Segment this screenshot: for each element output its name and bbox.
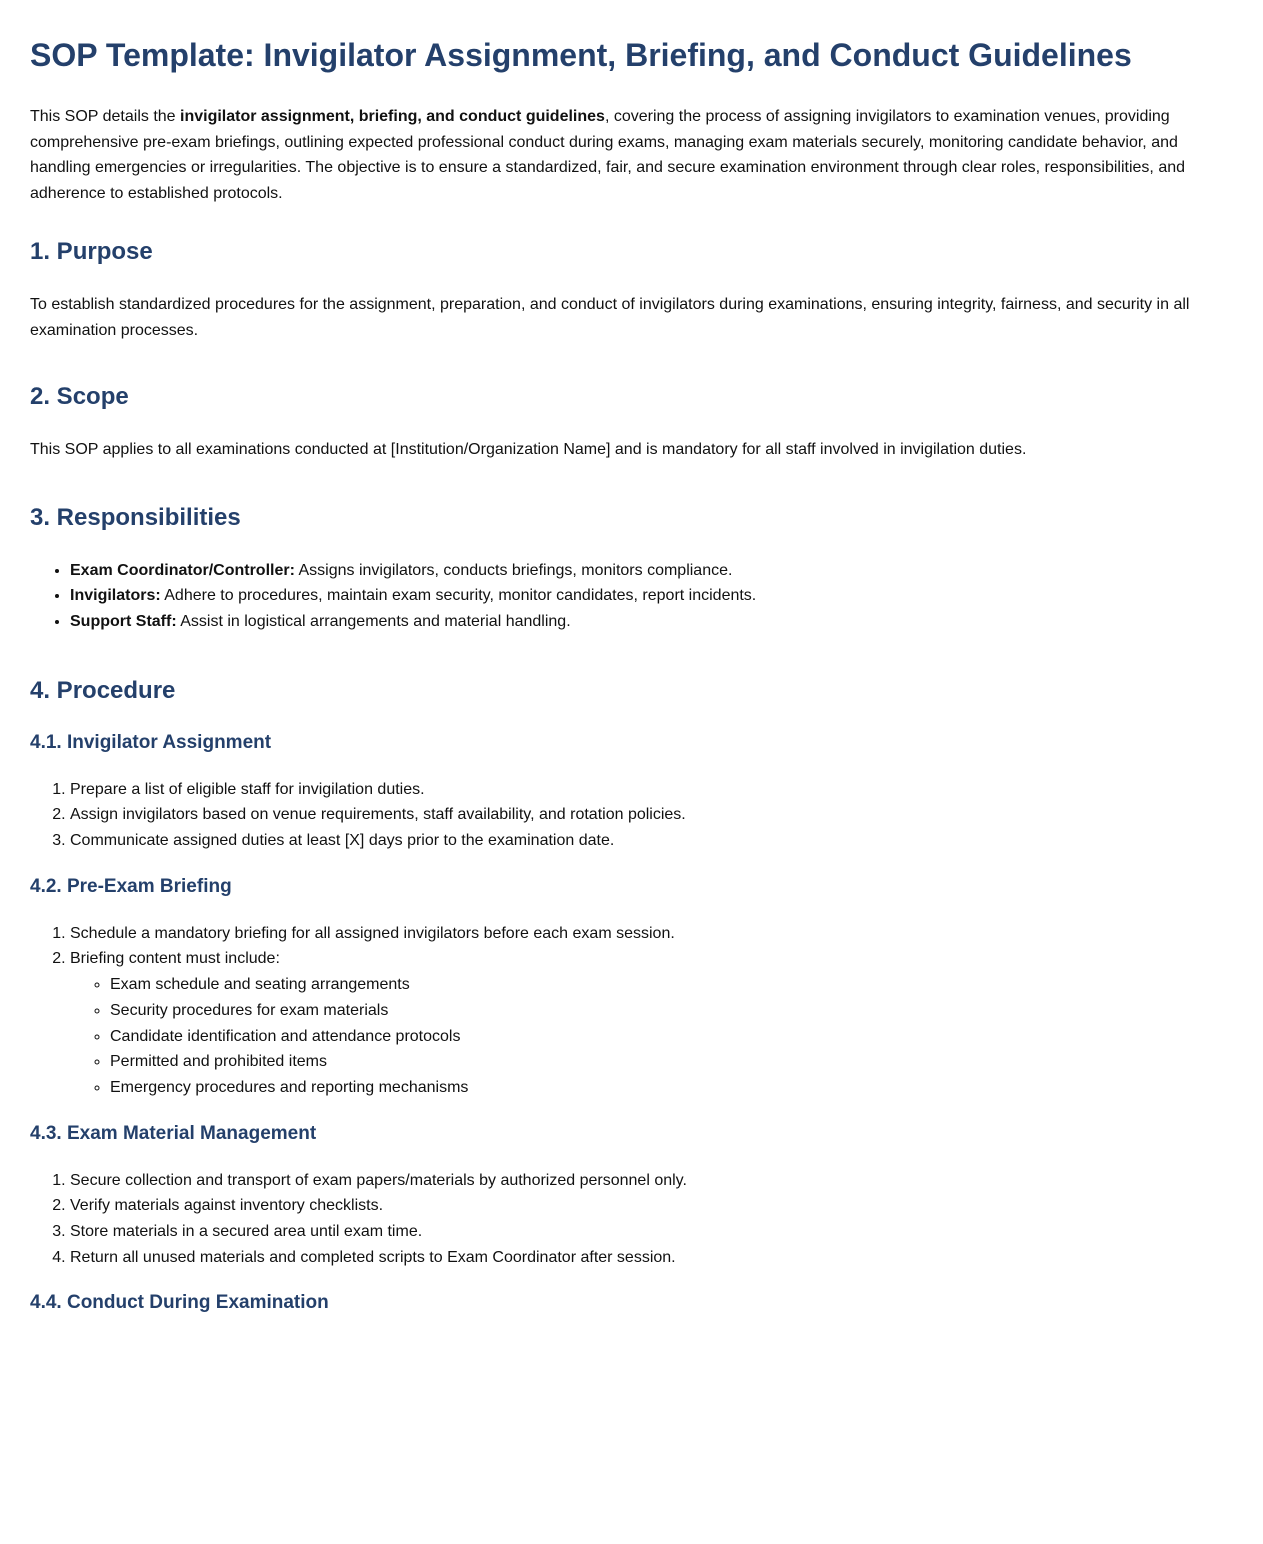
assignment-heading: 4.1. Invigilator Assignment xyxy=(30,731,272,753)
purpose-text: To establish standardized procedures for the assignment, preparation, and conduct of invigilators during examinations, ensuring integrity, fairness, and security in all examination processes. xyxy=(30,296,1190,339)
role-description: Adhere to procedures, maintain exam security, monitor candidates, report incidents. xyxy=(160,587,757,605)
list-item xyxy=(70,583,1233,609)
responsibilities-heading: 3. Responsibilities xyxy=(30,503,241,531)
intro-prefix: This SOP details the xyxy=(30,108,180,125)
list-item: 1. Secure collection and transport of exam papers/materials by authorized personnel only. xyxy=(70,1168,1233,1194)
list-item: 1. Prepare a list of eligible staff for invigilation duties. xyxy=(70,777,1233,803)
scope-text: This SOP applies to all examinations conducted at [Institution/Organization Name] and is mandatory for all staff involved in invigilation duties. xyxy=(30,441,1027,458)
list-item: 4. Return all unused materials and completed scripts to Exam Coordinator after session. xyxy=(70,1245,1233,1271)
assignment-steps xyxy=(30,777,1233,854)
briefing-steps xyxy=(30,921,1233,1101)
responsibilities-list xyxy=(30,558,1233,635)
procedure-heading: 4. Procedure xyxy=(30,676,176,704)
list-item: 3. Communicate assigned duties at least [X] days prior to the examination date. xyxy=(70,828,1233,854)
conduct-heading: 4.4. Conduct During Examination xyxy=(30,1292,329,1314)
purpose-heading: 1. Purpose xyxy=(30,238,153,265)
intro-bold: invigilator assignment, briefing, and conduct guidelines xyxy=(180,108,605,125)
list-item-text: Briefing content must include: xyxy=(70,950,280,968)
page-title: SOP Template: Invigilator Assignment, Briefing, and Conduct Guidelines xyxy=(30,37,1132,73)
list-item: ◦ Security procedures for exam materials xyxy=(110,998,1233,1024)
list-item: 1. Schedule a mandatory briefing for all assigned invigilators before each exam session. xyxy=(70,921,1233,947)
list-item xyxy=(70,558,1233,584)
list-item: 2. Assign invigilators based on venue requirements, staff availability, and rotation policies. xyxy=(70,802,1233,828)
materials-heading: 4.3. Exam Material Management xyxy=(30,1122,317,1144)
intro-paragraph xyxy=(30,104,1233,206)
list-item: ◦ Exam schedule and seating arrangements xyxy=(110,972,1233,998)
list-item: ◦ Emergency procedures and reporting mechanisms xyxy=(110,1075,1233,1101)
role-label: Exam Coordinator/Controller: xyxy=(70,561,295,579)
role-description: Assigns invigilators, conducts briefings, monitors compliance. xyxy=(294,561,733,579)
list-item: ◦ Candidate identification and attendance protocols xyxy=(110,1024,1233,1050)
materials-steps xyxy=(30,1168,1233,1271)
role-label: Support Staff: xyxy=(70,612,177,630)
list-item xyxy=(70,609,1233,635)
list-item: ◦ Permitted and prohibited items xyxy=(110,1049,1233,1075)
list-item: 3. Store materials in a secured area until exam time. xyxy=(70,1219,1233,1245)
list-item: 2. Verify materials against inventory checklists. xyxy=(70,1193,1233,1219)
list-item xyxy=(70,946,1233,1100)
scope-heading: 2. Scope xyxy=(30,383,129,410)
role-label: Invigilators: xyxy=(70,587,161,605)
briefing-content-list xyxy=(70,972,1233,1101)
role-description: Assist in logistical arrangements and material handling. xyxy=(176,612,571,630)
briefing-heading: 4.2. Pre-Exam Briefing xyxy=(30,875,232,897)
intro-suffix: , covering the process of assigning invigilators to examination venues, providing comprehensive pre-exam briefings, outlining expected professional conduct during exams, managing exam materials securely, monitoring candidate behavior, and handling emergencies or irregularities. The objective is to ensure a standardized, fair, and secure examination environment through clear roles, responsibilities, and adherence to established protocols. xyxy=(30,108,1186,202)
